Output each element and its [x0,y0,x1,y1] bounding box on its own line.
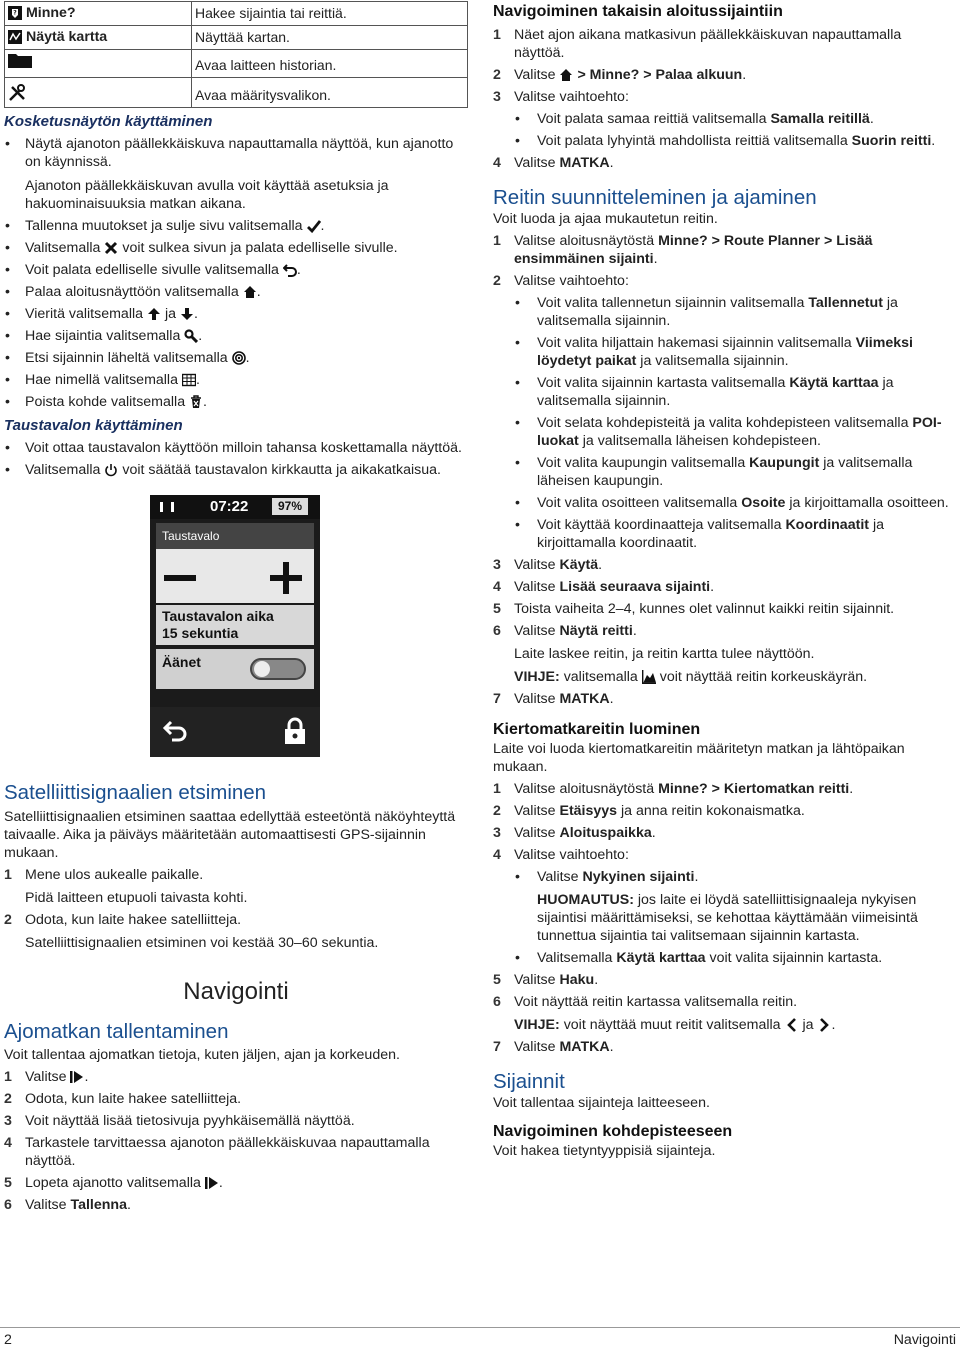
list-item: • Valitse Nykyinen sijainti. HUOMAUTUS: jos laite ei löydä satelliittisignaaleja nykyisen sijaintisi määrittämiseksi, se kehottaa käyttämään viimeisintä tunnettua sijaintia tai valitsemaan sijainnin kartasta. [493,868,955,945]
list-item: 4 Valitse Lisää seuraava sijainti. [493,579,715,595]
list-item: • Vieritä valitsemalla ja . [4,305,468,323]
plan-heading: Reitin suunnitteleminen ja ajaminen [493,186,817,209]
list-item: • Voit palata edelliselle sivulle valitsemalla . [4,261,468,279]
page-footer [0,1327,960,1347]
list-item: 3 Voit näyttää lisää tietosivuja pyyhkäisemällä näyttöä. [4,1113,355,1129]
plus-icon-vertical [283,562,289,594]
table-desc: Avaa laitteen historian. [192,50,468,78]
list-item: • Voit palata samaa reittiä valitsemalla Samalla reitillä. [493,110,955,128]
list-item: • Voit valita kaupungin valitsemalla Kaupungit ja valitsemalla läheisen kaupungin. [493,454,955,490]
sounds-label: Äänet [162,654,201,670]
arrow-down-icon [180,307,194,321]
minus-icon[interactable] [164,575,196,581]
list-item: 3 Valitse Käytä. [493,557,603,573]
svg-text:?: ? [13,9,17,17]
close-icon [104,241,118,255]
timeout-label: Taustavalon aika [162,608,274,624]
list-item: 6 Voit näyttää reitin kartassa valitsemalla reitin. VIHJE: voit näyttää muut reitit valitsemalla ja . [493,994,836,1033]
sounds-toggle[interactable] [250,658,306,680]
battery-badge: 97% [272,498,308,515]
list-item: • Valitsemalla Käytä karttaa voit valita sijainnin kartasta. [493,949,955,967]
table-label: Minne? [25,5,76,21]
ride-heading: Ajomatkan tallentaminen [4,1020,229,1043]
list-item: • Voit käyttää koordinaatteja valitsemalla Koordinaatit ja kirjoittamalla koordinaatit. [493,516,955,552]
table-label: Näytä kartta [25,29,108,45]
home-icon [559,68,573,82]
list-item: 6 Valitse Tallenna. [4,1197,131,1213]
folder-icon [8,52,32,68]
device-time: 07:22 [210,498,249,515]
list-item: • Voit valita tallennetun sijainnin valitsemalla Tallennetut ja valitsemalla sijainnin. [493,294,955,330]
list-item: 7 Valitse MATKA. [493,691,614,707]
ride-intro: Voit tallentaa ajomatkan tietoja, kuten jäljen, ajan ja korkeuden. [4,1047,400,1063]
touch-heading: Kosketusnäytön käyttäminen [4,113,213,130]
timeout-value: 15 sekuntia [162,625,239,641]
ride-steps [4,1068,468,1214]
list-item: • Hae sijaintia valitsemalla . [4,327,468,345]
list-item: • Etsi sijainnin läheltä valitsemalla . [4,349,468,367]
list-item: 4 Tarkastele tarvittaessa ajanoton päällekkäiskuvaa napauttamalla näyttöä. [4,1135,430,1169]
list-item: 4 Valitse vaihtoehto: • Valitse Nykyinen sijainti. HUOMAUTUS: jos laite ei löydä satelliittisignaaleja nykyisen sijaintisi määrittämiseksi, se kehottaa käyttämään viimeisintä tunnettua sijaintia tai valitsemaan sijainnin kartasta. • Valitsemalla Käytä karttaa voit valita sijainnin kartasta. [493,846,955,967]
plan-intro: Voit luoda ja ajaa mukautetun reitin. [493,211,718,227]
check-icon [307,219,321,233]
right-column [493,0,955,1160]
back-arrow-icon[interactable] [162,719,190,743]
plan-steps [493,232,955,708]
tools-icon [8,84,26,102]
home-icons-table [4,1,468,108]
poi-heading: Navigoiminen kohdepisteeseen [493,1123,733,1140]
device-bottom-bar [150,707,320,757]
list-item: 1 Valitse aloitusnäytöstä Minne? > Kiertomatkan reitti. [493,781,854,797]
arrow-up-icon [147,307,161,321]
map-icon [8,30,22,44]
list-item: 2 Valitse Etäisyys ja anna reitin kokonaismatka. [493,803,805,819]
list-item: 6 Valitse Näytä reitti. Laite laskee reitin, ja reitin kartta tulee näyttöön. VIHJE: valitsemalla voit näyttää reitin korkeuskäyrän. [493,623,868,685]
near-target-icon [232,351,246,365]
list-item: 1 Valitse . [4,1069,89,1085]
loop-intro: Laite voi luoda kiertomatkareitin määritetyn matkan ja lähtöpaikan mukaan. [493,741,905,775]
table-row [5,2,468,26]
back-arrow-icon [283,263,297,277]
pin-question-icon [8,6,22,20]
section-title: Navigointi [183,978,289,1005]
home-icon [243,285,257,299]
elevation-icon [642,670,656,684]
backlight-list [4,439,468,479]
sounds-panel [156,649,314,689]
list-item: • Valitsemalla voit sulkea sivun ja palata edelliselle sivulle. [4,239,468,257]
list-item: • Voit palata lyhyintä mahdollista reittiä valitsemalla Suorin reitti. [493,132,955,150]
table-desc: Avaa määritysvalikon. [192,78,468,108]
list-item: • Voit valita hiljattain hakemasi sijainnin valitsemalla Viimeksi löydetyt paikat ja valitsemalla sijainnin. [493,334,955,370]
table-row [5,50,468,78]
chevron-left-icon [785,1018,799,1032]
list-item: 2 Valitse > Minne? > Palaa alkuun. [493,67,747,83]
locations-heading: Sijainnit [493,1070,565,1093]
backlight-heading: Taustavalon käyttäminen [4,417,183,434]
list-item: 1 Valitse aloitusnäytöstä Minne? > Route Planner > Lisää ensimmäinen sijainti. [493,233,873,267]
left-column [4,0,468,1218]
panel-title: Taustavalo [156,523,314,549]
device-screenshot [150,495,320,757]
list-item: • Valitsemalla voit säätää taustavalon kirkkautta ja aikakatkaisua. [4,461,468,479]
list-item: • Hae nimellä valitsemalla . [4,371,468,389]
back-start-heading: Navigoiminen takaisin aloitussijaintiin [493,3,783,20]
trash-icon [189,395,203,409]
satellite-heading: Satelliittisignaalien etsiminen [4,781,267,804]
satellite-intro: Satelliittisignaalien etsiminen saattaa edellyttää esteetöntä näköyhteyttä taivaalle. Aika ja päiväys määritetään automaattisesti GPS-sijainnin mukaan. [4,809,456,861]
table-desc: Näyttää kartan. [192,26,468,50]
list-item: 4 Valitse MATKA. [493,155,614,171]
touch-list [4,135,468,411]
list-item: 2 Odota, kun laite hakee satelliitteja. [4,1091,242,1107]
loop-steps [493,780,955,1056]
brightness-panel [156,523,314,603]
list-item: 3 Valitse vaihtoehto: • Voit palata samaa reittiä valitsemalla Samalla reitillä. • Voit palata lyhyintä mahdollista reittiä valitsemalla Suorin reitti. [493,88,955,150]
lock-icon[interactable] [282,717,308,745]
list-item: 3 Valitse Aloituspaikka. [493,825,656,841]
touch-note: Ajanoton päällekkäiskuvan avulla voit käyttää asetuksia ja hakuominaisuuksia matkan aikana. [25,178,389,212]
list-item: 1 Mene ulos aukealle paikalle. Pidä laitteen etupuoli taivasta kohti. [4,867,248,906]
list-item: 5 Toista vaiheita 2–4, kunnes olet valinnut kaikki reitin sijainnit. [493,601,895,617]
keyboard-icon [182,373,196,387]
footer-section: Navigointi [893,1332,956,1347]
table-desc: Hakee sijaintia tai reittiä. [192,2,468,26]
locations-intro: Voit tallentaa sijainteja laitteeseen. [493,1095,710,1111]
list-item: 7 Valitse MATKA. [493,1039,614,1055]
status-bar-icon [160,502,174,512]
table-row [5,26,468,50]
list-item: • Voit selata kohdepisteitä ja valita kohdepisteen valitsemalla POI-luokat ja valitsemalla läheisen kohdepisteen. [493,414,955,450]
list-item: • Voit valita sijainnin kartasta valitsemalla Käytä karttaa ja valitsemalla sijainnin. [493,374,955,410]
start-stop-icon [70,1070,84,1084]
list-item: • Tallenna muutokset ja sulje sivu valitsemalla . [4,217,468,235]
timeout-panel[interactable] [156,605,314,645]
loop-heading: Kiertomatkareitin luominen [493,721,701,738]
power-icon [104,463,118,477]
poi-intro: Voit hakea tietyntyyppisiä sijainteja. [493,1143,716,1159]
list-item: • Voit ottaa taustavalon käyttöön milloin tahansa koskettamalla näyttöä. [4,439,468,457]
table-row [5,78,468,108]
back-start-steps [493,26,955,172]
list-item: 5 Valitse Haku. [493,972,599,988]
list-item: • Poista kohde valitsemalla . [4,393,468,411]
list-item: • Voit valita osoitteen valitsemalla Osoite ja kirjoittamalla osoitteen. [493,494,955,512]
chevron-right-icon [817,1018,831,1032]
list-item: 1 Näet ajon aikana matkasivun päällekkäiskuvan napauttamalla näyttöä. [493,27,902,61]
list-item: • Palaa aloitusnäyttöön valitsemalla . [4,283,468,301]
list-item: 5 Lopeta ajanotto valitsemalla . [4,1175,223,1191]
page-number: 2 [4,1332,12,1347]
start-stop-icon [205,1176,219,1190]
satellite-steps [4,866,468,952]
search-icon [184,329,198,343]
list-item: 2 Odota, kun laite hakee satelliitteja. Satelliittisignaalien etsiminen voi kestää 30–60 sekuntia. [4,912,379,951]
list-item: 2 Valitse vaihtoehto: • Voit valita tallennetun sijainnin valitsemalla Tallennetut ja valitsemalla sijainnin. • Voit valita hiljattain hakemasi sijainnin valitsemalla Viimeksi löydetyt paikat ja valitsemalla sijainnin. • Voit valita sijainnin kartasta valitsemalla Käytä karttaa ja valitsemalla sijainnin. • Voit selata kohdepisteitä ja valita kohdepisteen valitsemalla POI-luokat ja valitsemalla läheisen kohdepisteen. • Voit valita kaupungin valitsemalla Kaupungit ja valitsemalla läheisen kaupungin. • Voit valita osoitteen valitsemalla Osoite ja kirjoittamalla osoitteen. • Voit käyttää koordinaatteja valitsemalla Koordinaatit ja kirjoittamalla koordinaatit. [493,272,955,552]
list-item: • Näytä ajanoton päällekkäiskuva napauttamalla näyttöä, kun ajanotto on käynnissä. Ajanoton päällekkäiskuvan avulla voit käyttää asetuksia ja hakuominaisuuksia matkan aikana. [4,135,468,213]
device-status-bar [150,495,320,519]
